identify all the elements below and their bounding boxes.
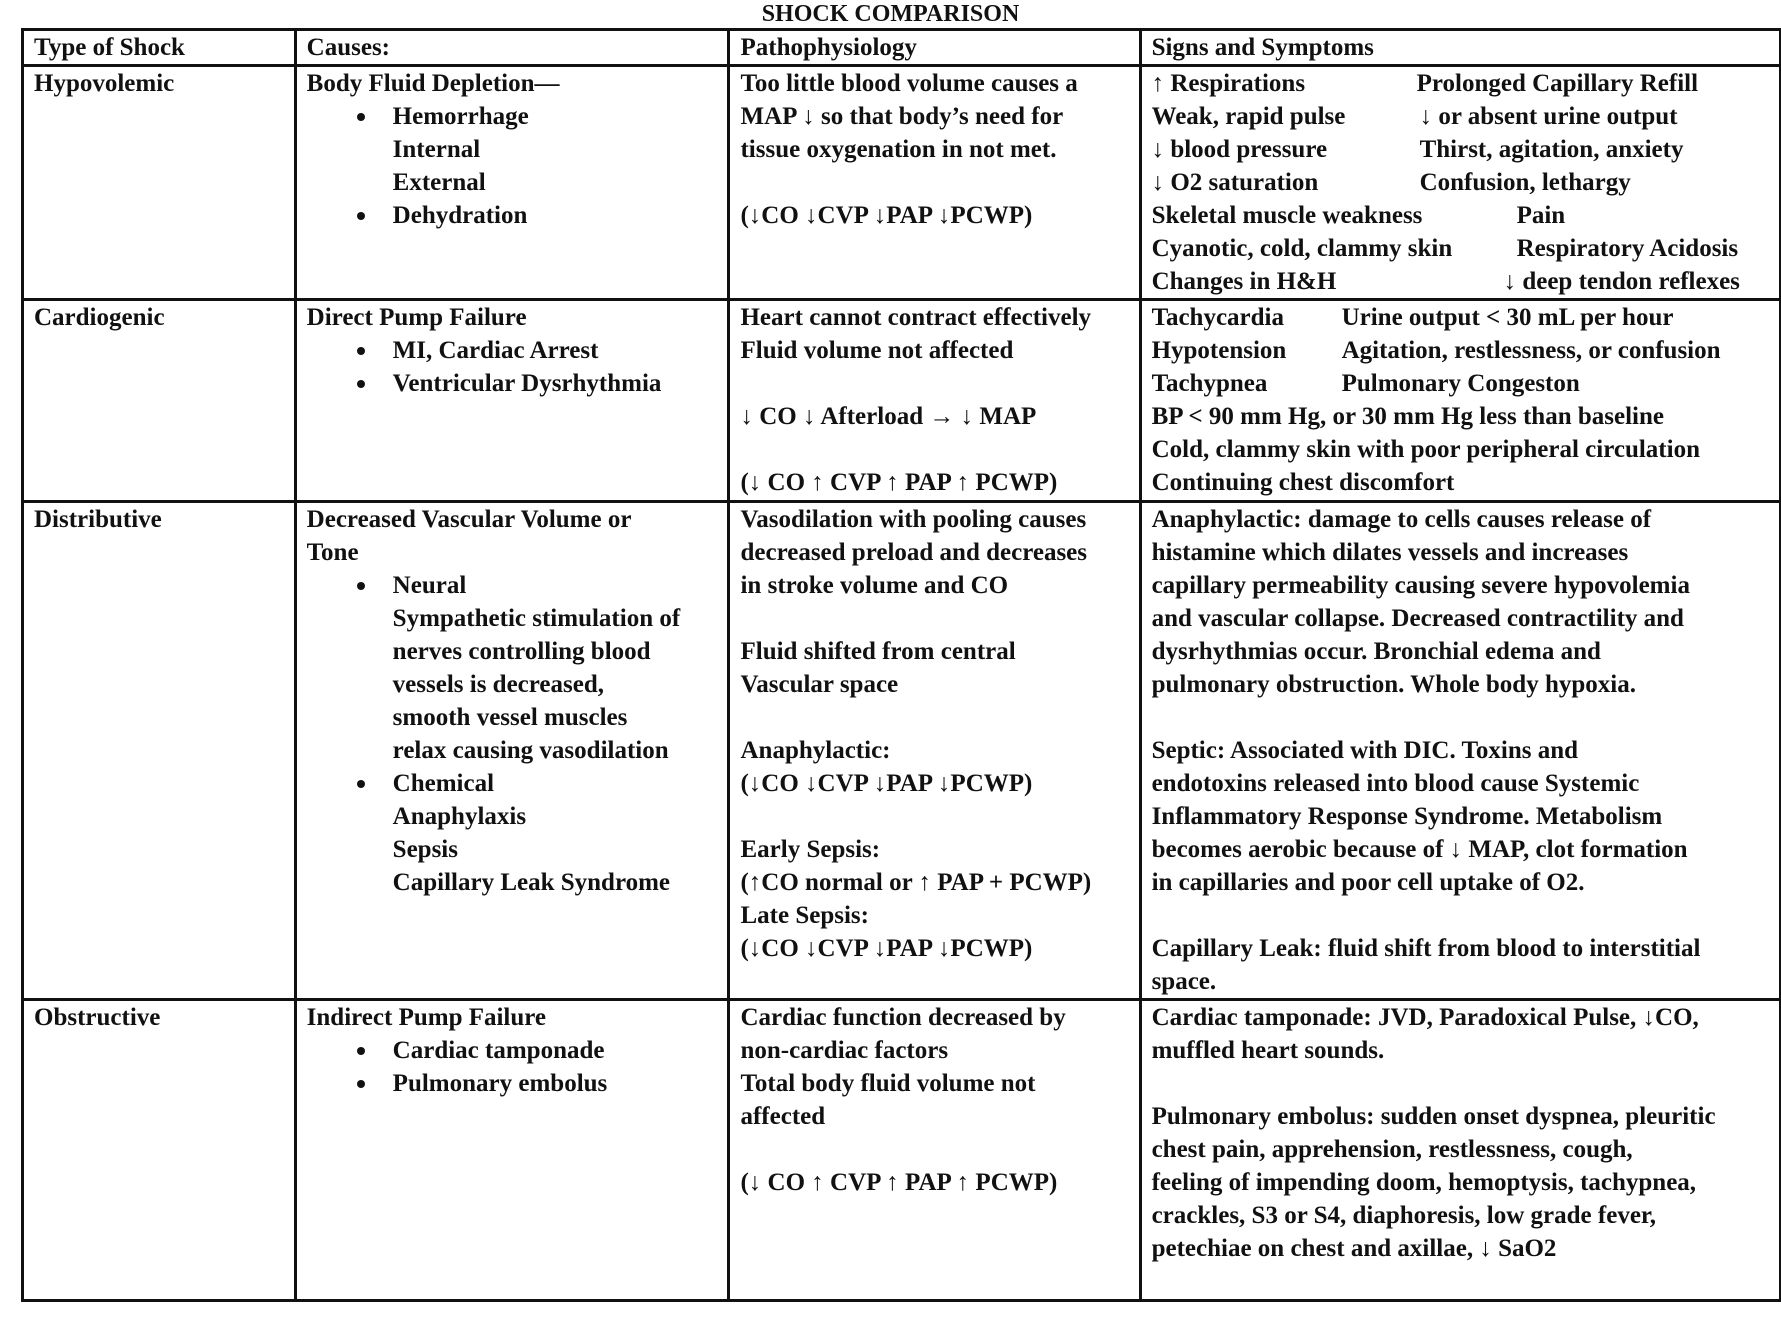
- sign-line: in capillaries and poor cell uptake of O2.: [1151, 869, 1585, 896]
- sub-item: Anaphylaxis: [392, 803, 527, 830]
- sign-right: Pain: [1516, 202, 1566, 229]
- causes-title: Indirect Pump Failure: [306, 1004, 547, 1031]
- sign-left: ↓ blood pressure: [1151, 136, 1328, 163]
- sign-line: becomes aerobic because of ↓ MAP, clot formation: [1151, 836, 1688, 863]
- sign-left: ↓ O2 saturation: [1151, 169, 1319, 196]
- cell-patho-obstructive: [729, 1000, 1140, 1301]
- hemodynamic-values: (↓CO ↓CVP ↓PAP ↓PCWP): [740, 202, 1033, 229]
- signs-pair: [1152, 100, 1779, 133]
- signs-pair: [1152, 199, 1779, 232]
- cell-patho-distributive: [729, 502, 1140, 1000]
- shock-comparison-table: [21, 28, 1781, 1302]
- sign-left: Skeletal muscle weakness: [1151, 202, 1423, 229]
- patho-line: Fluid shifted from central: [740, 638, 1016, 665]
- header-type-of-shock: Type of Shock: [23, 30, 296, 66]
- causes-title: Decreased Vascular Volume or: [306, 506, 632, 533]
- cell-causes-obstructive: [295, 1000, 729, 1301]
- sign-line: chest pain, apprehension, restlessness, cough,: [1151, 1136, 1633, 1163]
- sign-line: petechiae on chest and axillae, ↓ SaO2: [1151, 1235, 1557, 1262]
- signs-pair: [1152, 367, 1779, 400]
- bullet-item: Chemical: [307, 767, 728, 800]
- sign-right: Urine output < 30 mL per hour: [1341, 304, 1674, 331]
- signs-pair: [1152, 232, 1779, 265]
- hemodynamic-values: (↑CO normal or ↑ PAP + PCWP): [740, 869, 1092, 896]
- spacer: [740, 602, 1138, 635]
- header-row: [23, 30, 1781, 66]
- cell-signs-hypovolemic: [1140, 66, 1780, 300]
- bullet-item: Ventricular Dysrhythmia: [307, 367, 728, 400]
- table-row-cardiogenic: [23, 300, 1781, 502]
- type-label: Obstructive: [34, 1004, 161, 1031]
- patho-line: MAP ↓ so that body’s need for: [740, 103, 1064, 130]
- sign-line: Capillary Leak: fluid shift from blood to interstitial: [1151, 935, 1701, 962]
- patho-subhead: Early Sepsis:: [740, 836, 881, 863]
- sub-item: vessels is decreased,: [392, 671, 604, 698]
- document-title: SHOCK COMPARISON: [761, 1, 1020, 27]
- sub-item: Sepsis: [392, 836, 458, 863]
- sign-left: Cyanotic, cold, clammy skin: [1151, 235, 1453, 262]
- patho-line: Cardiac function decreased by: [740, 1004, 1066, 1031]
- sign-right: ↓ deep tendon reflexes: [1503, 268, 1740, 295]
- patho-line: Too little blood volume causes a: [740, 70, 1078, 97]
- sign-line: crackles, S3 or S4, diaphoresis, low grade fever,: [1151, 1202, 1656, 1229]
- sign-line: dysrhythmias occur. Bronchial edema and: [1151, 638, 1601, 665]
- bullet-item: Cardiac tamponade: [307, 1034, 728, 1067]
- patho-subhead: Anaphylactic:: [740, 737, 891, 764]
- bullet-item: Dehydration: [307, 199, 728, 232]
- patho-line: Fluid volume not affected: [740, 337, 1014, 364]
- header-pathophysiology: Pathophysiology: [729, 30, 1140, 66]
- table-row-distributive: [23, 502, 1781, 1000]
- patho-line: decreased preload and decreases: [740, 539, 1087, 566]
- sign-line: pulmonary obstruction. Whole body hypoxia.: [1151, 671, 1636, 698]
- patho-line: Total body fluid volume not: [740, 1070, 1036, 1097]
- header-signs-and-symptoms: Signs and Symptoms: [1140, 30, 1780, 66]
- spacer: [740, 1133, 1138, 1166]
- signs-pair: [1152, 265, 1779, 298]
- sign-line: Inflammatory Response Syndrome. Metabolism: [1151, 803, 1663, 830]
- causes-title: Tone: [306, 539, 359, 566]
- sign-line: Anaphylactic: damage to cells causes release of: [1151, 506, 1652, 533]
- table-row-obstructive: [23, 1000, 1781, 1301]
- sign-right: Confusion, lethargy: [1419, 169, 1631, 196]
- cell-patho-hypovolemic: [729, 66, 1140, 300]
- bullet-item: Neural: [307, 569, 728, 602]
- sub-item: Capillary Leak Syndrome: [392, 869, 671, 896]
- cell-causes-distributive: [295, 502, 729, 1000]
- patho-line: non-cardiac factors: [740, 1037, 949, 1064]
- cell-type-distributive: [23, 502, 296, 1000]
- cell-causes-hypovolemic: [295, 66, 729, 300]
- sign-right: ↓ or absent urine output: [1419, 103, 1678, 130]
- patho-line: Vascular space: [740, 671, 899, 698]
- header-causes: Causes:: [295, 30, 729, 66]
- patho-line: Vasodilation with pooling causes: [740, 506, 1087, 533]
- sub-item: smooth vessel muscles: [392, 704, 628, 731]
- cell-signs-obstructive: [1140, 1000, 1780, 1301]
- patho-line: affected: [740, 1103, 826, 1130]
- sign-line: capillary permeability causing severe hypovolemia: [1151, 572, 1690, 599]
- patho-subhead: Late Sepsis:: [740, 902, 869, 929]
- sign-right: Prolonged Capillary Refill: [1416, 70, 1699, 97]
- hemodynamic-values: (↓ CO ↑ CVP ↑ PAP ↑ PCWP): [740, 469, 1058, 496]
- signs-pair: [1152, 133, 1779, 166]
- sign-line: Cold, clammy skin with poor peripheral circulation: [1151, 436, 1700, 463]
- patho-line: Heart cannot contract effectively: [740, 304, 1092, 331]
- sign-line: Continuing chest discomfort: [1151, 469, 1455, 496]
- cell-causes-cardiogenic: [295, 300, 729, 502]
- sign-line: histamine which dilates vessels and increases: [1151, 539, 1629, 566]
- sub-item: relax causing vasodilation: [392, 737, 669, 764]
- spacer: [1152, 899, 1779, 932]
- patho-flow: ↓ CO ↓ Afterload → ↓ MAP: [740, 403, 1037, 430]
- cell-signs-cardiogenic: [1140, 300, 1780, 502]
- sign-line: feeling of impending doom, hemoptysis, tachypnea,: [1151, 1169, 1697, 1196]
- sign-left: Weak, rapid pulse: [1151, 103, 1346, 130]
- cell-patho-cardiogenic: [729, 300, 1140, 502]
- sign-right: Thirst, agitation, anxiety: [1419, 136, 1684, 163]
- sign-left: Tachypnea: [1151, 370, 1268, 397]
- sign-left: ↑ Respirations: [1151, 70, 1306, 97]
- spacer: [1152, 701, 1779, 734]
- sub-item: External: [392, 169, 486, 196]
- spacer: [740, 800, 1138, 833]
- bullet-item: Hemorrhage: [307, 100, 728, 133]
- sign-right: Pulmonary Congeston: [1341, 370, 1580, 397]
- sign-right: Respiratory Acidosis: [1516, 235, 1739, 262]
- sign-left: Tachycardia: [1151, 304, 1284, 331]
- table-row-hypovolemic: [23, 66, 1781, 300]
- sign-line: Septic: Associated with DIC. Toxins and: [1151, 737, 1579, 764]
- cell-type-obstructive: [23, 1000, 296, 1301]
- spacer: [740, 367, 1138, 400]
- sign-line: Pulmonary embolus: sudden onset dyspnea, pleuritic: [1151, 1103, 1716, 1130]
- spacer: [740, 433, 1138, 466]
- spacer: [740, 166, 1138, 199]
- cell-signs-distributive: [1140, 502, 1780, 1000]
- signs-pair: [1152, 301, 1779, 334]
- type-label: Cardiogenic: [34, 304, 165, 331]
- signs-pair: [1152, 67, 1779, 100]
- cell-type-cardiogenic: [23, 300, 296, 502]
- patho-line: in stroke volume and CO: [740, 572, 1009, 599]
- sign-line: endotoxins released into blood cause Systemic: [1151, 770, 1640, 797]
- sign-line: and vascular collapse. Decreased contractility and: [1151, 605, 1684, 632]
- hemodynamic-values: (↓CO ↓CVP ↓PAP ↓PCWP): [740, 935, 1033, 962]
- cell-type-hypovolemic: [23, 66, 296, 300]
- bullet-item: Pulmonary embolus: [307, 1067, 728, 1100]
- bullet-item: MI, Cardiac Arrest: [307, 334, 728, 367]
- sign-line: BP < 90 mm Hg, or 30 mm Hg less than baseline: [1151, 403, 1664, 430]
- sign-line: space.: [1151, 968, 1217, 995]
- spacer: [1152, 1067, 1779, 1100]
- hemodynamic-values: (↓ CO ↑ CVP ↑ PAP ↑ PCWP): [740, 1169, 1058, 1196]
- sign-line: muffled heart sounds.: [1151, 1037, 1385, 1064]
- patho-line: tissue oxygenation in not met.: [740, 136, 1057, 163]
- type-label: Hypovolemic: [34, 70, 175, 97]
- signs-pair: [1152, 166, 1779, 199]
- sub-item: Sympathetic stimulation of: [392, 605, 681, 632]
- sub-item: Internal: [392, 136, 481, 163]
- sign-line: Cardiac tamponade: JVD, Paradoxical Pulse, ↓CO,: [1151, 1004, 1699, 1031]
- hemodynamic-values: (↓CO ↓CVP ↓PAP ↓PCWP): [740, 770, 1033, 797]
- causes-title: Direct Pump Failure: [306, 304, 527, 331]
- sign-right: Agitation, restlessness, or confusion: [1341, 337, 1721, 364]
- sub-item: nerves controlling blood: [392, 638, 651, 665]
- sign-left: Changes in H&H: [1151, 268, 1337, 295]
- causes-title: Body Fluid Depletion—: [306, 70, 560, 97]
- sign-left: Hypotension: [1151, 337, 1287, 364]
- signs-pair: [1152, 334, 1779, 367]
- spacer: [740, 701, 1138, 734]
- type-label: Distributive: [34, 506, 162, 533]
